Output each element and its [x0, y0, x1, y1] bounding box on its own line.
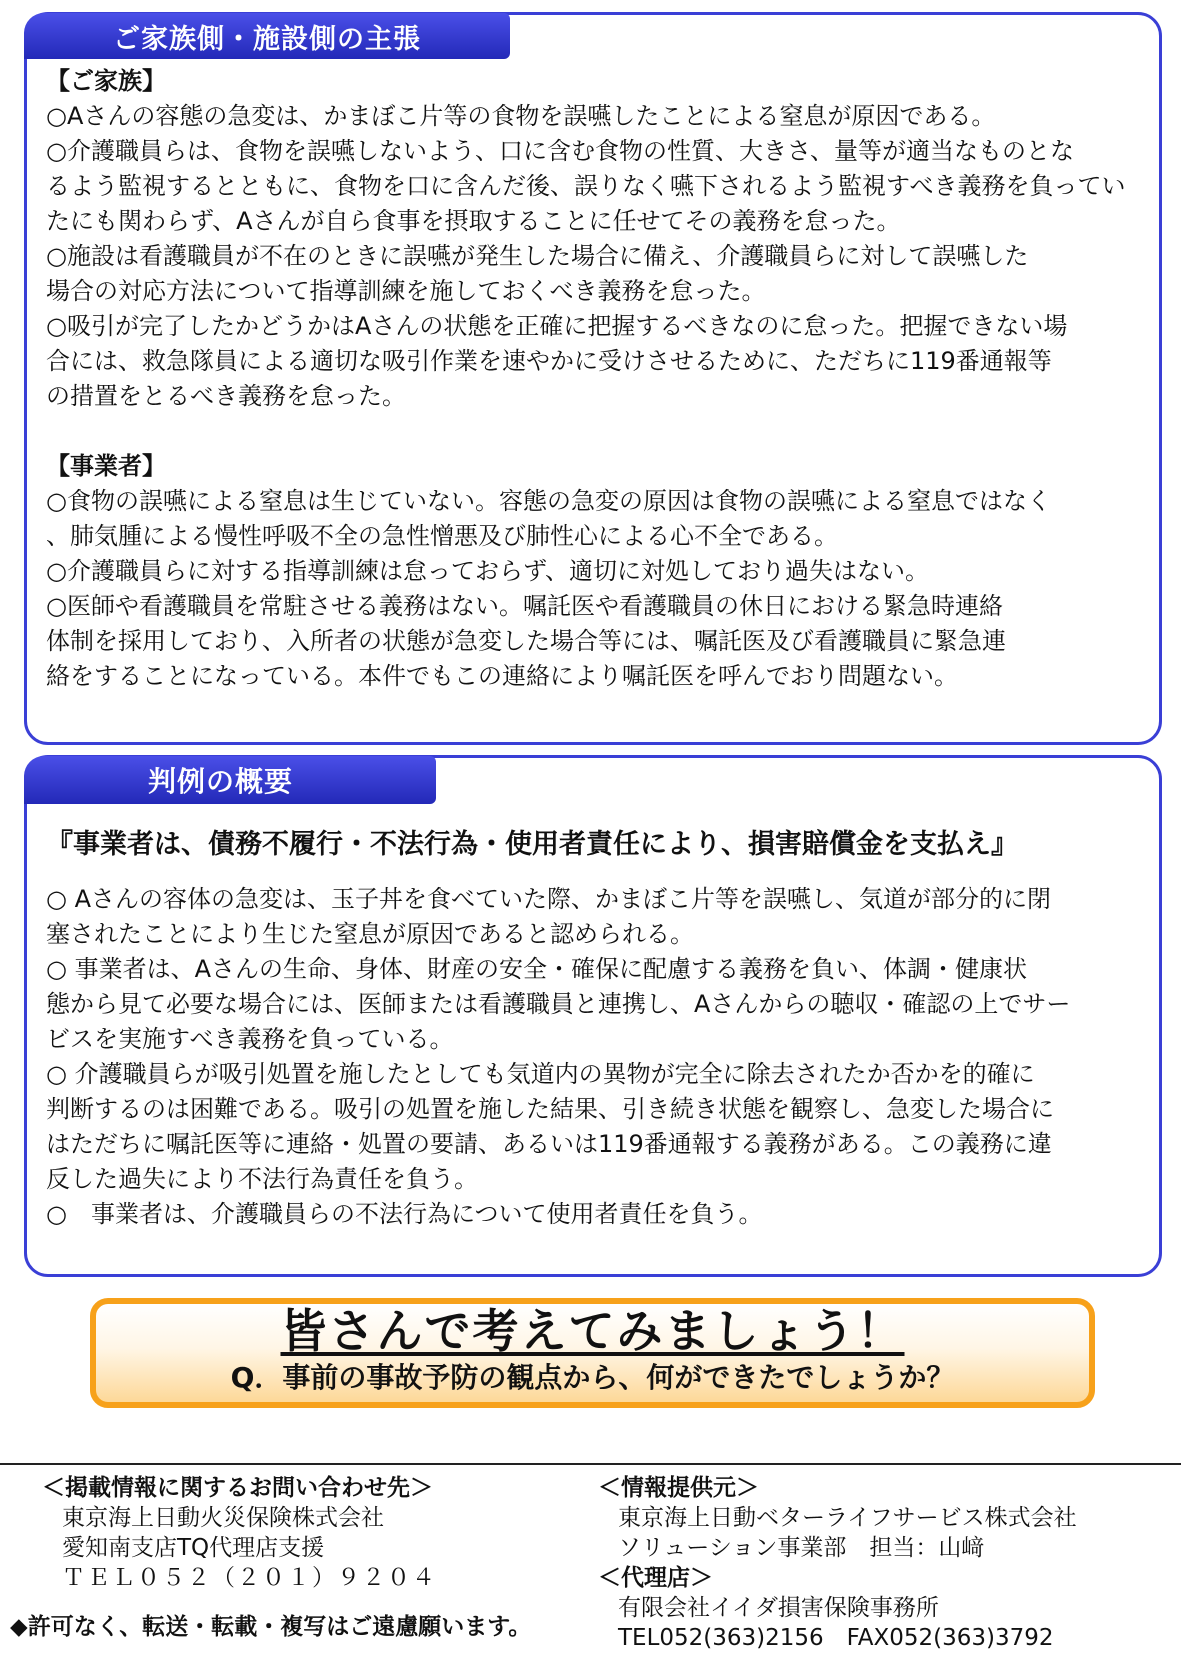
operator-claim-line: 、肺気腫による慢性呼吸不全の急性憎悪及び肺性心による心不全である。 — [46, 522, 838, 550]
provider-line: 東京海上日動ベターライフサービス株式会社 — [618, 1505, 1077, 1531]
discussion-question: Q．事前の事故予防の観点から、何ができたでしょうか？ — [230, 1361, 955, 1394]
claims-section-header: ご家族側・施設側の主張 — [24, 13, 510, 59]
provider-block — [598, 1473, 1077, 1653]
operator-claim-line: 絡をすることになっている。本件でもこの連絡により嘱託医を呼んでおり問題ない。 — [46, 662, 958, 690]
summary-line: はただちに嘱託医等に連絡・処置の要請、あるいは119番通報する義務がある。この義務に違 — [46, 1130, 1052, 1158]
family-claim-line: ○介護職員らは、食物を誤嚥しないよう、口に含む食物の性質、大きさ、量等が適当なものとな — [46, 137, 1074, 165]
summary-line: 反した過失により不法行為責任を負う。 — [46, 1165, 478, 1193]
contact-lines — [42, 1503, 437, 1593]
summary-line: ○ 介護職員らが吸引処置を施したとしても気道内の異物が完全に除去されたか否かを的確に — [46, 1060, 1035, 1088]
summary-line: ○ Aさんの容体の急変は、玉子丼を食べていた際、かまぼこ片等を誤嚥し、気道が部分的に閉 — [46, 885, 1051, 913]
summary-line: ○ 事業者は、Aさんの生命、身体、財産の安全・確保に配慮する義務を負い、体調・健康状 — [46, 955, 1027, 983]
summary-line: ビスを実施すべき義務を負っている。 — [46, 1025, 454, 1053]
discussion-banner — [90, 1298, 1095, 1408]
family-claim-line: たにも関わらず、Aさんが自ら食事を摂取することに任せてその義務を怠った。 — [46, 207, 901, 235]
summary-line: 塞されたことにより生じた窒息が原因であると認められる。 — [46, 920, 694, 948]
contact-block — [42, 1473, 437, 1593]
contact-line: ＴＥＬ０５２（２０１）９２０４ — [62, 1565, 437, 1591]
family-claim-line: 場合の対応方法について指導訓練を施しておくべき義務を怠った。 — [46, 277, 766, 305]
case-summary-body — [46, 882, 1156, 1232]
verdict-text: 『事業者は、債務不履行・不法行為・使用者責任により、損害賠償金を支払え』 — [46, 829, 1018, 860]
operator-claims — [46, 484, 1156, 694]
family-claim-line: るよう監視するとともに、食物を口に含んだ後、誤りなく嚥下されるよう監視すべき義務を負ってい — [46, 172, 1126, 200]
spacer — [46, 414, 1156, 449]
contact-line: 愛知南支店TQ代理店支援 — [62, 1535, 325, 1561]
operator-claim-line: ○医師や看護職員を常駐させる義務はない。嘱託医や看護職員の休日における緊急時連絡 — [46, 592, 1003, 620]
family-label: 【ご家族】 — [46, 67, 166, 95]
agency-lines — [598, 1593, 1077, 1653]
provider-line: ソリューション事業部 担当：山﨑 — [618, 1535, 985, 1561]
summary-line: 判断するのは困難である。吸引の処置を施した結果、引き続き状態を観察し、急変した場合に — [46, 1095, 1054, 1123]
contact-heading: ＜掲載情報に関するお問い合わせ先＞ — [42, 1475, 433, 1501]
contact-line: 東京海上日動火災保険株式会社 — [62, 1505, 384, 1531]
agency-heading: ＜代理店＞ — [598, 1565, 713, 1591]
claims-body — [46, 64, 1156, 694]
summary-line: 態から見て必要な場合には、医師または看護職員と連携し、Aさんからの聴収・確認の上でサー — [46, 990, 1071, 1018]
summary-line: ○ 事業者は、介護職員らの不法行為について使用者責任を負う。 — [46, 1200, 763, 1228]
family-claim-line: ○吸引が完了したかどうかはAさんの状態を正確に把握するべきなのに怠った。把握できない場 — [46, 312, 1068, 340]
operator-label: 【事業者】 — [46, 452, 166, 480]
family-claim-line: ○施設は看護職員が不在のときに誤嚥が発生した場合に備え、介護職員らに対して誤嚥した — [46, 242, 1029, 270]
operator-claim-line: 体制を採用しており、入所者の状態が急変した場合等には、嘱託医及び看護職員に緊急連 — [46, 627, 1006, 655]
case-summary-header: 判例の概要 — [24, 756, 436, 804]
footer-divider — [0, 1463, 1181, 1465]
discussion-title: 皆さんで考えてみましょう！ — [280, 1304, 905, 1358]
family-claim-line: 合には、救急隊員による適切な吸引作業を速やかに受けさせるために、ただちに119番通報等 — [46, 347, 1052, 375]
provider-lines — [598, 1503, 1077, 1563]
agency-line: 有限会社イイダ損害保険事務所 — [618, 1595, 939, 1621]
copy-notice: ◆許可なく、転送・転載・複写はご遠慮願います。 — [10, 1614, 532, 1640]
family-claims — [46, 99, 1156, 414]
operator-claim-line: ○介護職員らに対する指導訓練は怠っておらず、適切に対処しており過失はない。 — [46, 557, 930, 585]
agency-line: TEL052(363)2156 FAX052(363)3792 — [618, 1625, 1054, 1651]
family-claim-line: ○Aさんの容態の急変は、かまぼこ片等の食物を誤嚥したことによる窒息が原因である。 — [46, 102, 996, 130]
family-claim-line: の措置をとるべき義務を怠った。 — [46, 382, 406, 410]
provider-heading: ＜情報提供元＞ — [598, 1475, 759, 1501]
operator-claim-line: ○食物の誤嚥による窒息は生じていない。容態の急変の原因は食物の誤嚥による窒息ではなく — [46, 487, 1051, 515]
